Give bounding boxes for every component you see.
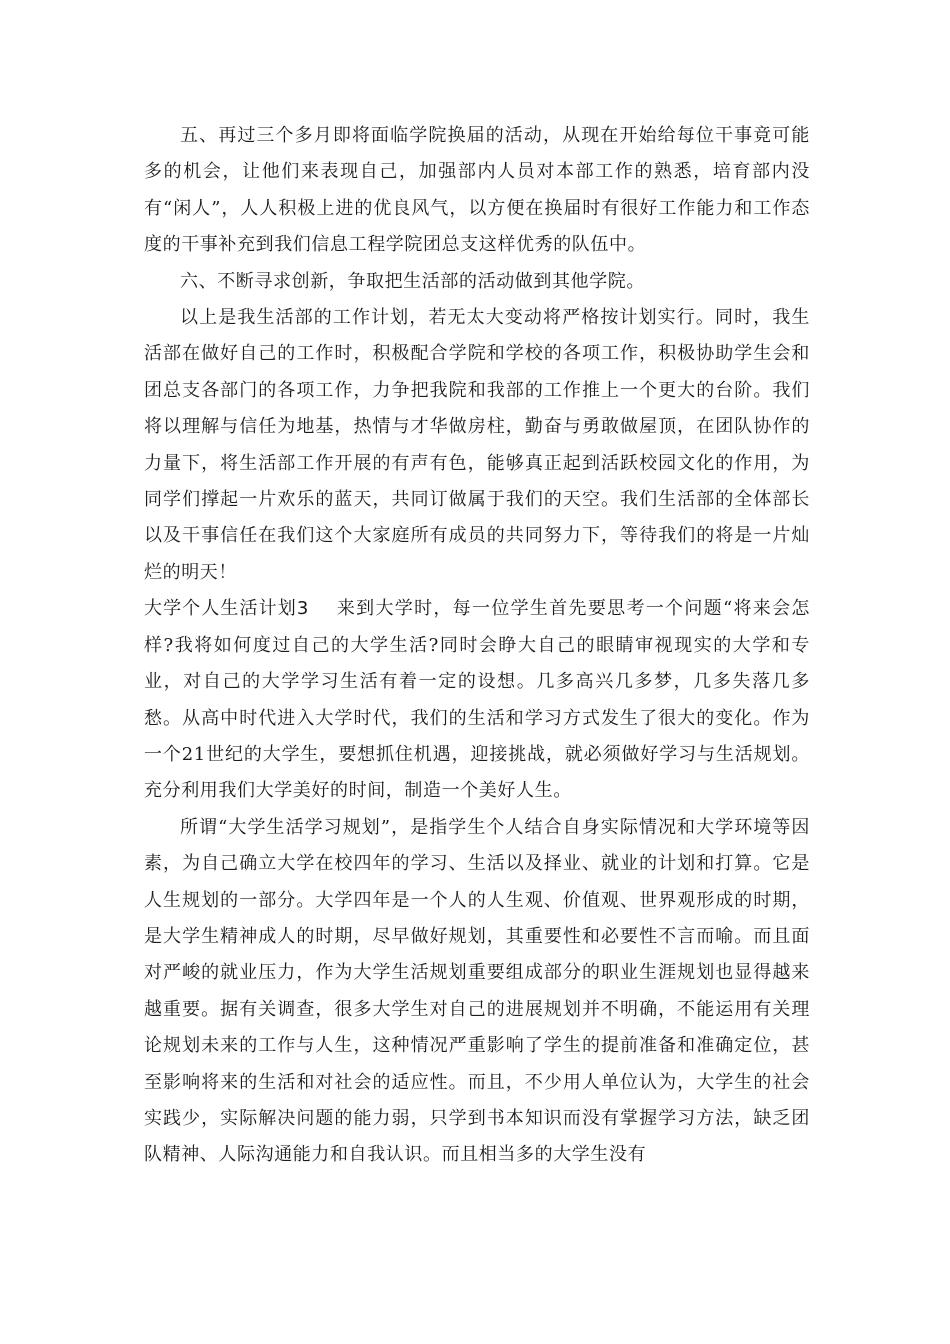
paragraph-summary: [144, 300, 810, 591]
paragraph-text: 来到大学时，每一位学生首先要思考一个问题“将来会怎样?我将如何度过自己的大学生活?同时会睁大自己的眼睛审视现实的大学和专业，对自己的大学学习生活有着一定的设想。几多高兴几多梦，几多失落几多愁。从高中时代进入大学时代，我们的生活和学习方式发生了很大的变化。作为一个21世纪的大学生，要想抓住机遇，迎接挑战，就必须做好学习与生活规划。充分利用我们大学美好的时间，制造一个美好人生。: [144, 598, 811, 802]
document-page: [144, 118, 810, 1174]
paragraph-text: 以上是我生活部的工作计划，若无太大变动将严格按计划实行。同时，我生活部在做好自己的工作时，积极配合学院和学校的各项工作，积极协助学生会和团总支各部门的各项工作，力争把我院和我部的工作推上一个更大的台阶。我们将以理解与信任为地基，热情与才华做房柱，勤奋与勇敢做屋顶，在团队协作的力量下，将生活部工作开展的有声有色，能够真正起到活跃校园文化的作用，为同学们撑起一片欢乐的蓝天，共同订做属于我们的天空。我们生活部的全体部长以及干事信任在我们这个大家庭所有成员的共同努力下，等待我们的将是一片灿烂的明天！: [144, 307, 810, 583]
paragraph-text: 所谓“大学生活学习规划”，是指学生个人结合自身实际情况和大学环境等因素，为自己确立大学在校四年的学习、生活以及择业、就业的计划和打算。它是人生规划的一部分。大学四年是一个人的人生观、价值观、世界观形成的时期，是大学生精神成人的时期，尽早做好规划，其重要性和必要性不言而喻。而且面对严峻的就业压力，作为大学生活规划重要组成部分的职业生涯规划也显得越来越重要。据有关调查，很多大学生对自己的进展规划并不明确，不能运用有关理论规划未来的工作与人生，这种情况严重影响了学生的提前准备和准确定位，甚至影响将来的生活和对社会的适应性。而且，不少用人单位认为，大学生的社会实践少，实际解决问题的能力弱，只学到书本知识而没有掌握学习方法，缺乏团队精神、人际沟通能力和自我认识。而且相当多的大学生没有: [144, 816, 810, 1166]
paragraph-text: 五、再过三个多月即将面临学院换届的活动，从现在开始给每位干事竟可能多的机会，让他们来表现自己，加强部内人员对本部工作的熟悉，培育部内没有“闲人”，人人积极上进的优良风气，以方便在换届时有很好工作能力和工作态度的干事补充到我们信息工程学院团总支这样优秀的队伍中。: [144, 125, 810, 256]
paragraph-plan-3: [144, 591, 810, 809]
paragraph-election: [144, 118, 810, 264]
paragraph-innovation: [144, 264, 810, 300]
section-heading: 大学个人生活计划3: [144, 598, 309, 620]
paragraph-text: 六、不断寻求创新，争取把生活部的活动做到其他学院。: [180, 270, 645, 292]
paragraph-definition: [144, 810, 810, 1174]
